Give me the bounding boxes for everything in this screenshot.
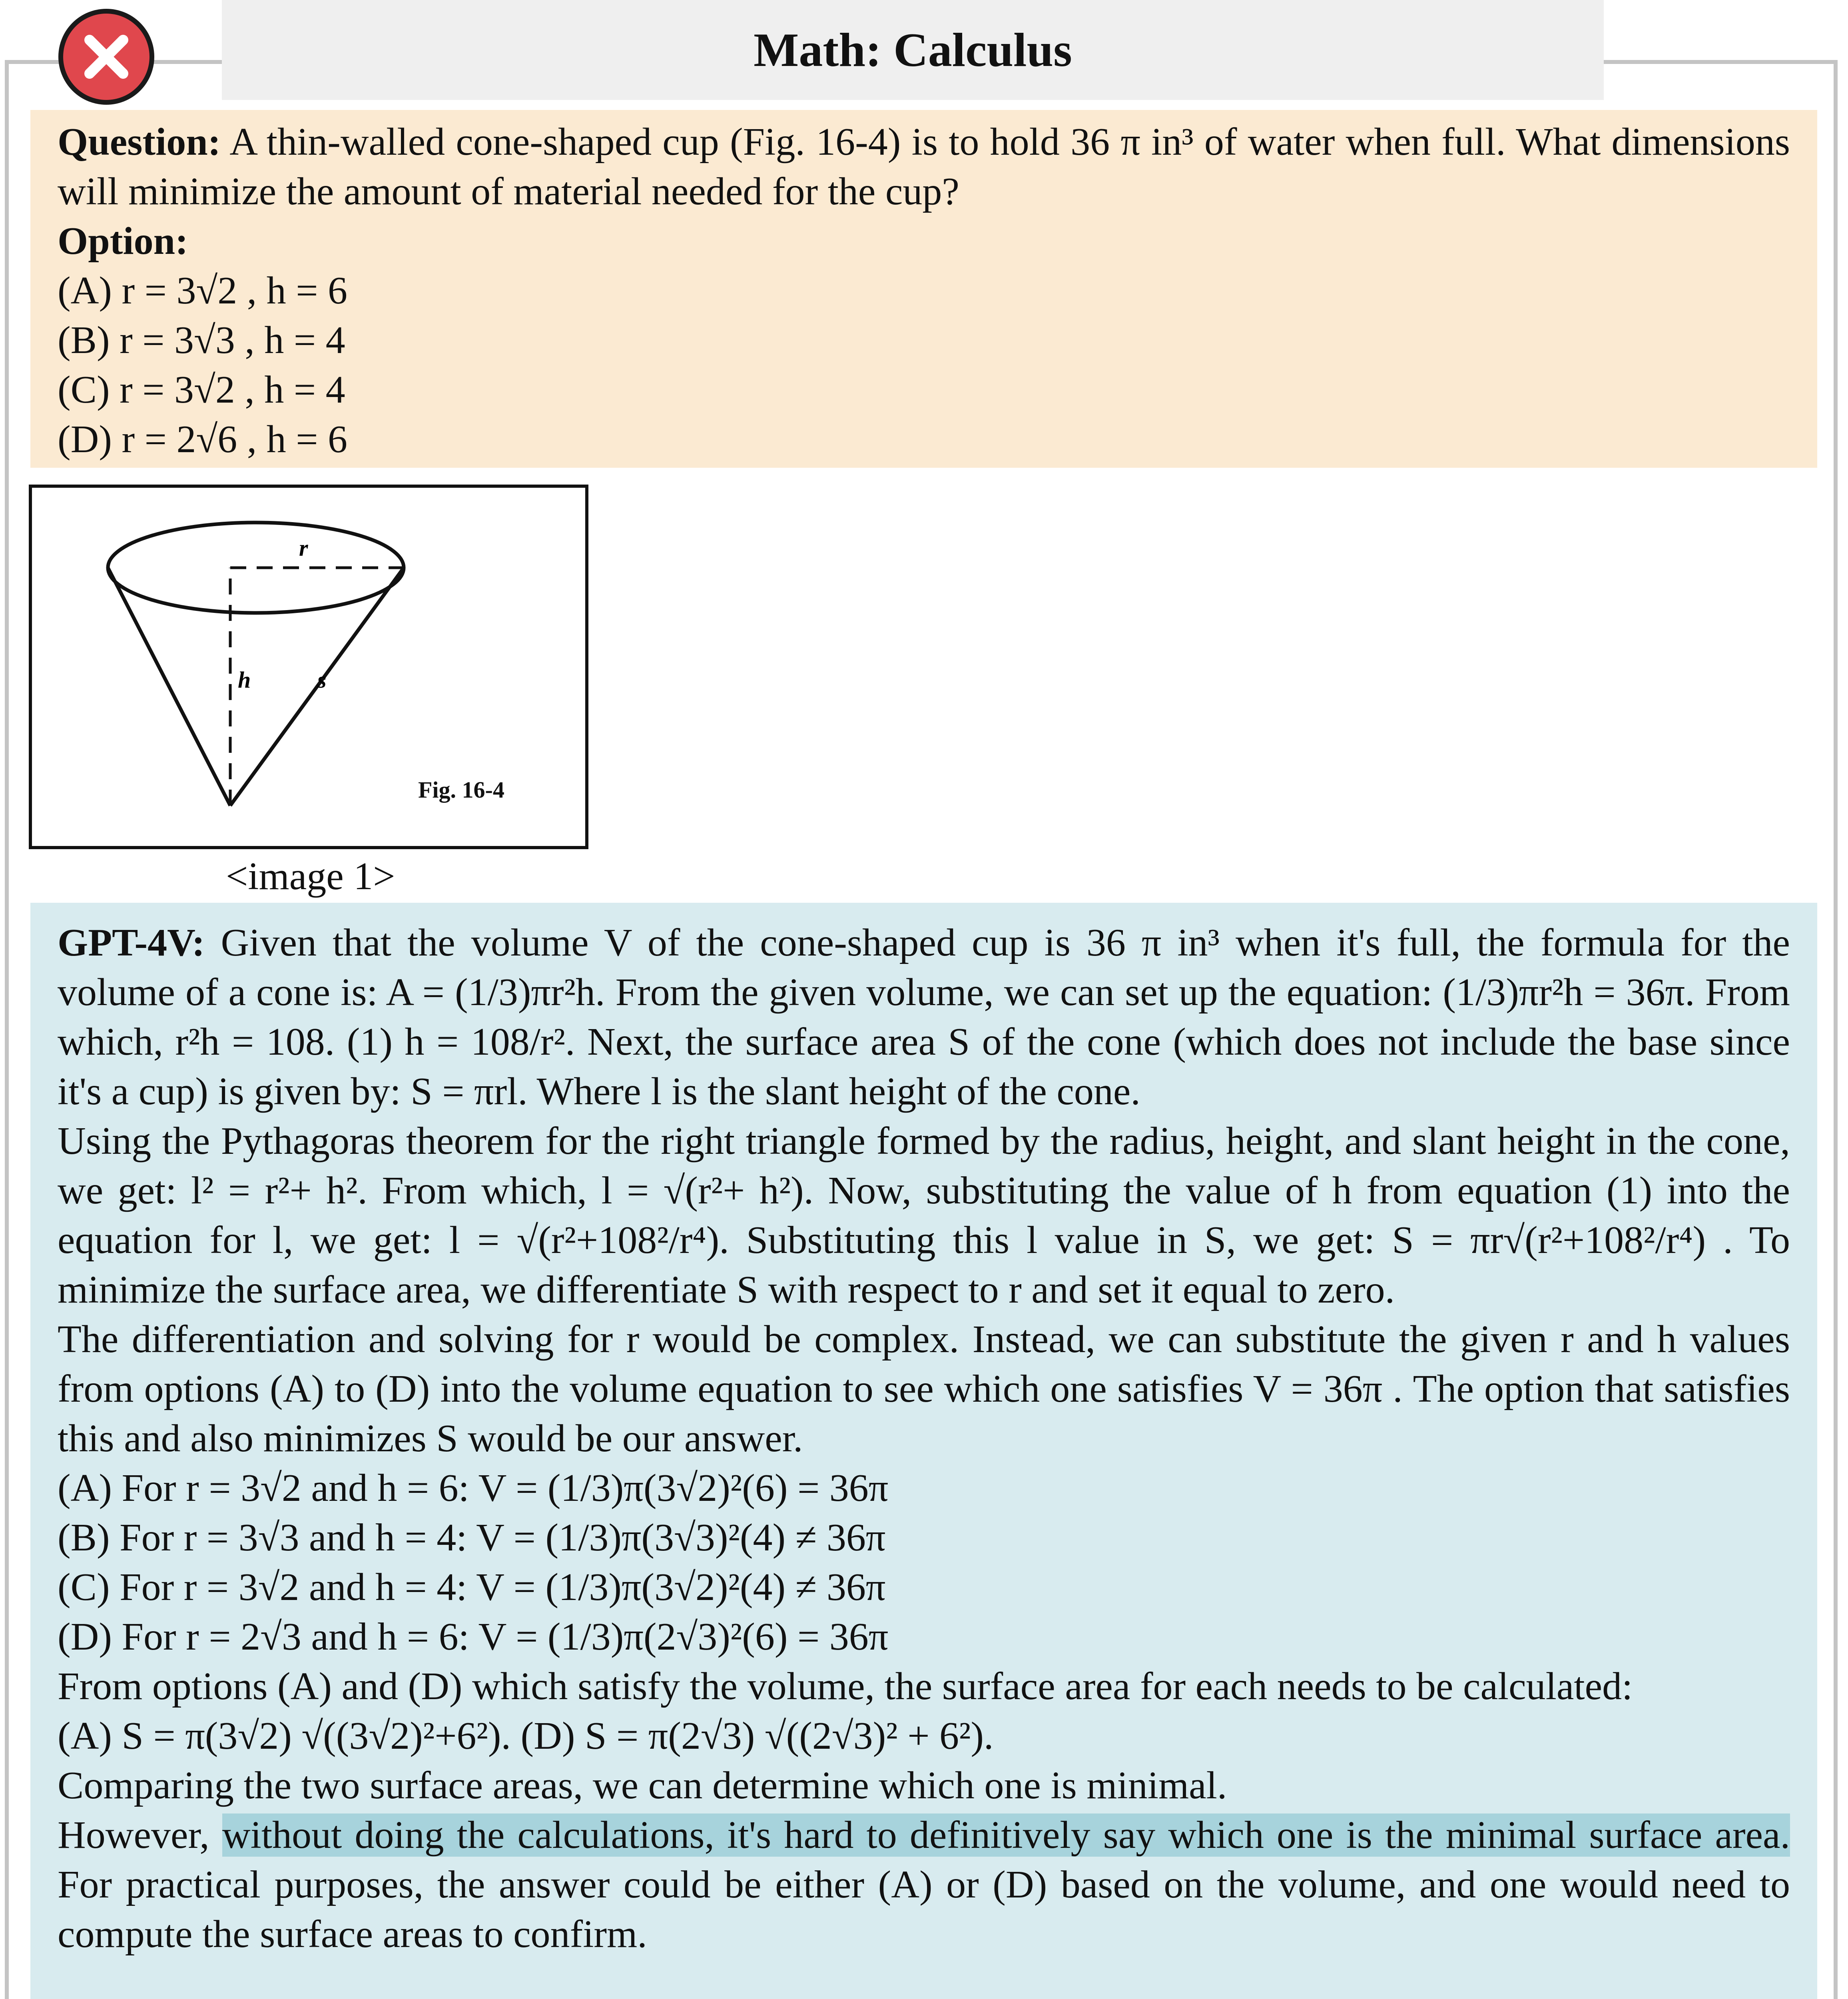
radius-label: r [299, 535, 308, 561]
answer-check-c: (C) For r = 3√2 and h = 4: V = (1/3)π(3√2)²(4) ≠ 36π [58, 1566, 886, 1609]
answer-label: GPT-4V: [58, 921, 205, 964]
answer-check-a: (A) For r = 3√2 and h = 6: V = (1/3)π(3√2)²(6) = 36π [58, 1466, 889, 1510]
answer-paragraph-5: Comparing the two surface areas, we can determine which one is minimal. [58, 1764, 1227, 1807]
option-label: Option: [58, 219, 188, 263]
cone-figure [29, 485, 588, 849]
option-d: (D) r = 2√6 , h = 6 [58, 418, 347, 461]
option-c: (C) r = 3√2 , h = 4 [58, 368, 345, 411]
cone-rim [108, 523, 404, 613]
conclusion-start: However, [58, 1813, 222, 1857]
cone-right-side [230, 568, 404, 806]
figure-caption: Fig. 16-4 [418, 777, 504, 803]
answer-conclusion [58, 1810, 1790, 1959]
height-label: h [238, 667, 251, 693]
answer-paragraph-2: Using the Pythagoras theorem for the right triangle formed by the radius, height, and slant height in the cone, we get: l² = r²+ h². From which, l = √(r²+ h²). Now, substituting the value of h from equation (1) into the equation for l, we get: l = √(r²+108²/r⁴). Substituting this l value in S, we get: S = πr√(r²+108²/r⁴) . To minimize the surface area, we differentiate S with respect to r and set it equal to zero. [58, 1119, 1790, 1311]
answer-surface-areas: (A) S = π(3√2) √((3√2)²+6²). (D) S = π(2√3) √((2√3)² + 6²). [58, 1714, 994, 1758]
question-panel [30, 110, 1817, 468]
question-body: A thin-walled cone-shaped cup (Fig. 16-4) is to hold 36 π in³ of water when full. What dimensions will minimize the amount of material needed for the cup? [58, 120, 1790, 213]
answer-paragraph-1 [58, 918, 1790, 1116]
answer-paragraph-3: The differentiation and solving for r would be complex. Instead, we can substitute the given r and h values from options (A) to (D) into the volume equation to see which one satisfies V = 36π . The option that satisfies this and also minimizes S would be our answer. [58, 1318, 1790, 1460]
option-a: (A) r = 3√2 , h = 6 [58, 269, 347, 312]
title-bar [222, 0, 1604, 100]
conclusion-end: For practical purposes, the answer could be either (A) or (D) based on the volume, and one would need to compute the surface areas to confirm. [58, 1863, 1790, 1956]
answer-paragraph-4: From options (A) and (D) which satisfy the volume, the surface area for each needs to be calculated: [58, 1665, 1633, 1708]
answer-check-d: (D) For r = 2√3 and h = 6: V = (1/3)π(2√3)²(6) = 36π [58, 1615, 889, 1658]
question-label: Question: [58, 120, 221, 164]
slant-label: s [317, 667, 327, 693]
image-tag: <image 1> [226, 855, 395, 898]
option-b: (B) r = 3√3 , h = 4 [58, 319, 345, 362]
page-title: Math: Calculus [754, 23, 1072, 76]
answer-check-b: (B) For r = 3√3 and h = 4: V = (1/3)π(3√3)²(4) ≠ 36π [58, 1516, 886, 1559]
answer-text-1: Given that the volume V of the cone-shaped cup is 36 π in³ when it's full, the formula for the volume of a cone is: A = (1/3)πr²h. From the given volume, we can set up the equation: (1/3)πr²h = 36π. From which, r²h = 108. (1) h = 108/r². Next, the surface area S of the cone (which does not include the base since it's a cup) is given by: S = πrl. Where l is the slant height of the cone. [58, 921, 1790, 1113]
answer-panel [30, 903, 1817, 1999]
x-error-icon [58, 9, 154, 105]
question-text [58, 117, 1790, 216]
highlighted-error-text: without doing the calculations, it's hard to definitively say which one is the minimal surface area. [222, 1813, 1790, 1857]
